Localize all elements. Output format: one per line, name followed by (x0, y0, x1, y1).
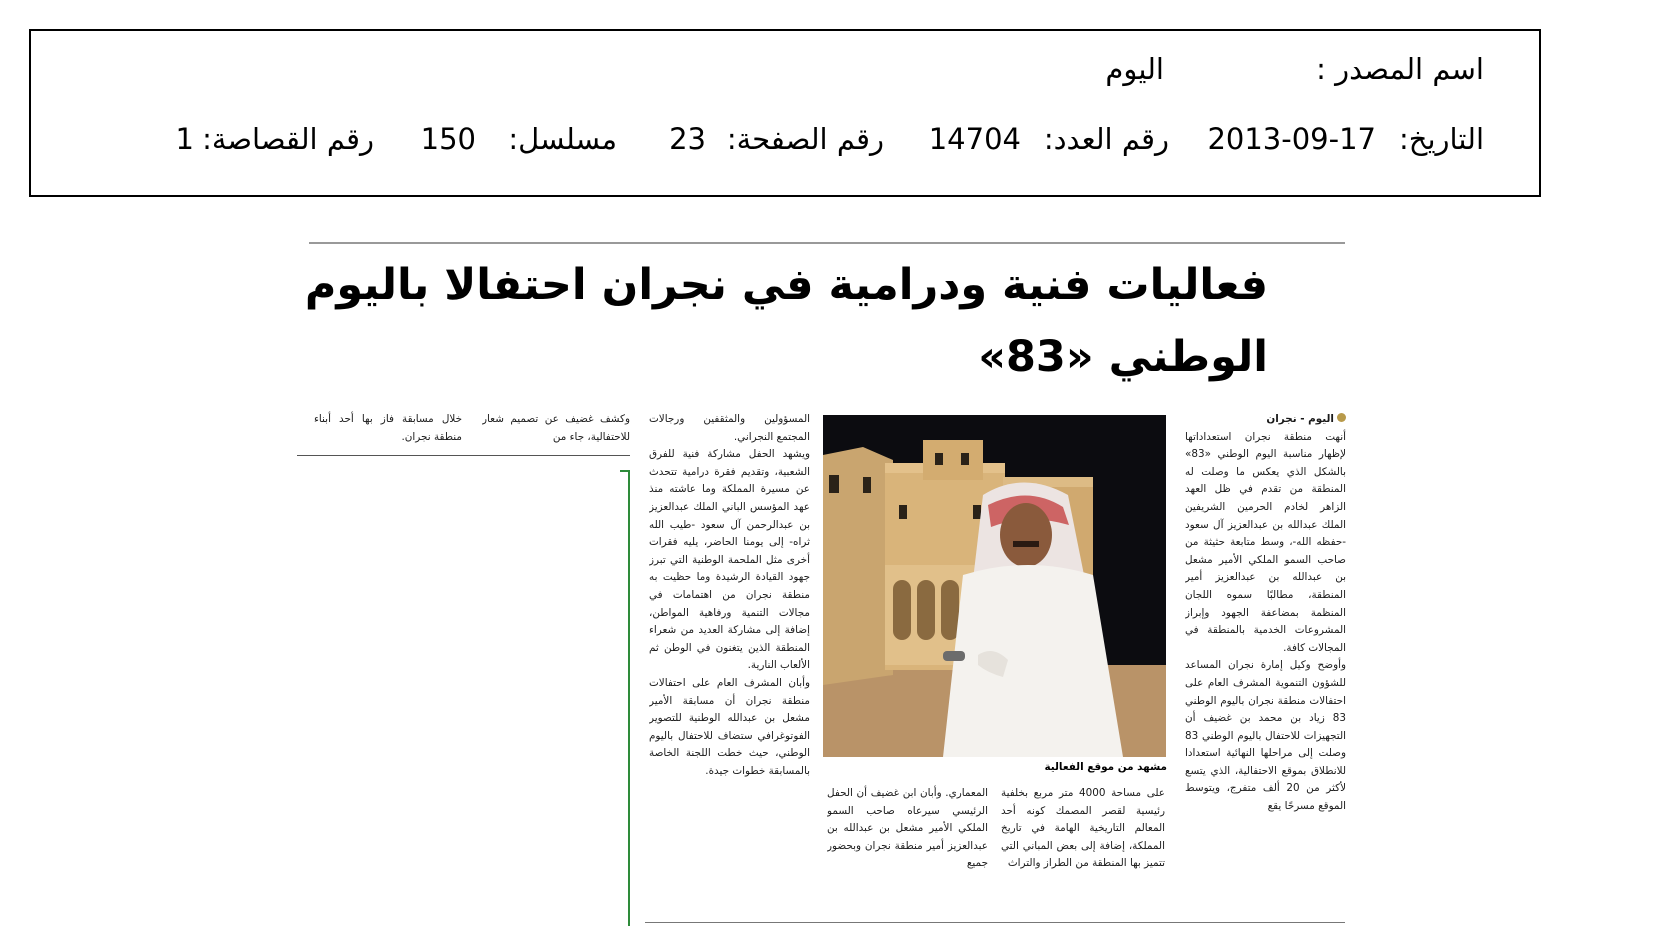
clip-label: رقم القصاصة: (202, 122, 374, 156)
source-value: اليوم (1105, 52, 1164, 86)
source-label: اسم المصدر : (1316, 52, 1484, 86)
serial-value: 150 (420, 122, 476, 156)
article-paragraph-5: المسؤولين والمثقفين ورجالات المجتمع النجراني. (649, 413, 810, 443)
article-paragraph-2: وأوضح وكيل إمارة نجران المساعد للشؤون التنموية المشرف العام على احتفالات منطقة نجران باليوم الوطني 83 زياد بن محمد بن غضيف أن التجهيزات للاحتفال باليوم الوطني 83 وصلت إلى مراحلها النهائية استعدادا للانطلاق بموقع الاحتفالية، الذي يتسع لأكثر من 20 ألف متفرج، ويتوسط الموقع مسرحًا يقع (1185, 659, 1346, 813)
article-column-2 (1001, 785, 1165, 905)
page-label: رقم الصفحة: (726, 122, 884, 156)
clip-value: 1 (175, 122, 194, 156)
article-column-1 (1185, 411, 1346, 909)
date-label: التاريخ: (1398, 122, 1484, 156)
article-headline-line1: فعاليات فنية ودرامية في نجران احتفالا باليوم (304, 260, 1268, 310)
article-paragraph-6: ويشهد الحفل مشاركة فنية للفرق الشعبية، وتقديم فقرة درامية تتحدث عن مسيرة المملكة وما عاشته منذ عهد المؤسس الباني الملك عبدالعزيز بن عبدالرحمن آل سعود -طيب الله ثراه- إلى يومنا الحاضر، يليه فقرات أخرى مثل الملحمة الوطنية التي تبرز جهود القيادة الرشيدة وما حظيت به منطقة نجران من اهتمامات في مجالات التنمية ورفاهية المواطن، إضافة إلى مشاركة العديد من شعراء المنطقة الذين يتغنون في الوطن ثم الألعاب النارية. (649, 448, 810, 672)
article-paragraph-9: خلال مسابقة فاز بها أحد أبناء منطقة نجران. (314, 413, 462, 443)
clipping-header (29, 29, 1541, 197)
article-bottom-rule (645, 922, 1345, 923)
article-top-rule (309, 242, 1345, 244)
column-rule-green-tick (620, 470, 630, 472)
issue-label: رقم العدد: (1043, 122, 1169, 156)
serial-label: مسلسل: (508, 122, 617, 156)
article-paragraph-8: وكشف غضيف عن تصميم شعار للاحتفالية، جاء من (482, 413, 630, 443)
short-columns-rule (297, 455, 630, 456)
article-paragraph-4: المعماري. وأبان ابن غضيف أن الحفل الرئيسي سيرعاه صاحب السمو الملكي الأمير مشعل بن عبدالله بن عبدالعزيز أمير منطقة نجران وبحضور جميع (827, 787, 988, 870)
event-site-photo (823, 415, 1166, 757)
article-headline-line2: الوطني «83» (978, 332, 1268, 382)
article-paragraph-1: أنهت منطقة نجران استعداداتها لإظهار مناسبة اليوم الوطني «83» بالشكل الذي يعكس ما وصلت له المنطقة من تقدم في ظل العهد الزاهر لخادم الحرمين الشريفين الملك عبدالله بن عبدالعزيز آل سعود -حفظه الله-، وسط متابعة حثيثة من صاحب السمو الملكي الأمير مشعل بن عبدالله بن عبدالعزيز أمير المنطقة، مطالبًا سموه اللجان المنظمة بمضاعفة الجهود وإبراز المشروعات الخدمية بالمنطقة في المجالات كافة. (1185, 430, 1346, 654)
dateline-bullet-icon (1337, 413, 1346, 422)
photo-caption: مشهد من موقع الفعالية (1044, 761, 1167, 773)
article-paragraph-3: على مساحة 4000 متر مربع بخلفية رئيسية لقصر المصمك كونه أحد المعالم التاريخية الهامة في تاريخ المملكة، إضافة إلى بعض المباني التي تتميز بها المنطقة من الطراز والتراث (1001, 787, 1165, 870)
article-column-3 (827, 785, 988, 905)
issue-value: 14704 (928, 122, 1021, 156)
article-column-4 (649, 411, 810, 909)
article-column-5 (482, 411, 630, 451)
dateline: اليوم - نجران (1266, 413, 1334, 425)
date-value: 2013-09-17 (1207, 122, 1376, 156)
article-paragraph-7: وأبان المشرف العام على احتفالات منطقة نجران أن مسابقة الأمير مشعل بن عبدالله الوطنية للتصوير الفوتوغرافي ستضاف للاحتفال باليوم الوطني، حيث خطت اللجنة الخاصة بالمسابقة خطوات جيدة. (649, 676, 810, 777)
column-rule-green (628, 470, 630, 926)
page-value: 23 (669, 122, 706, 156)
article-column-6 (314, 411, 462, 451)
